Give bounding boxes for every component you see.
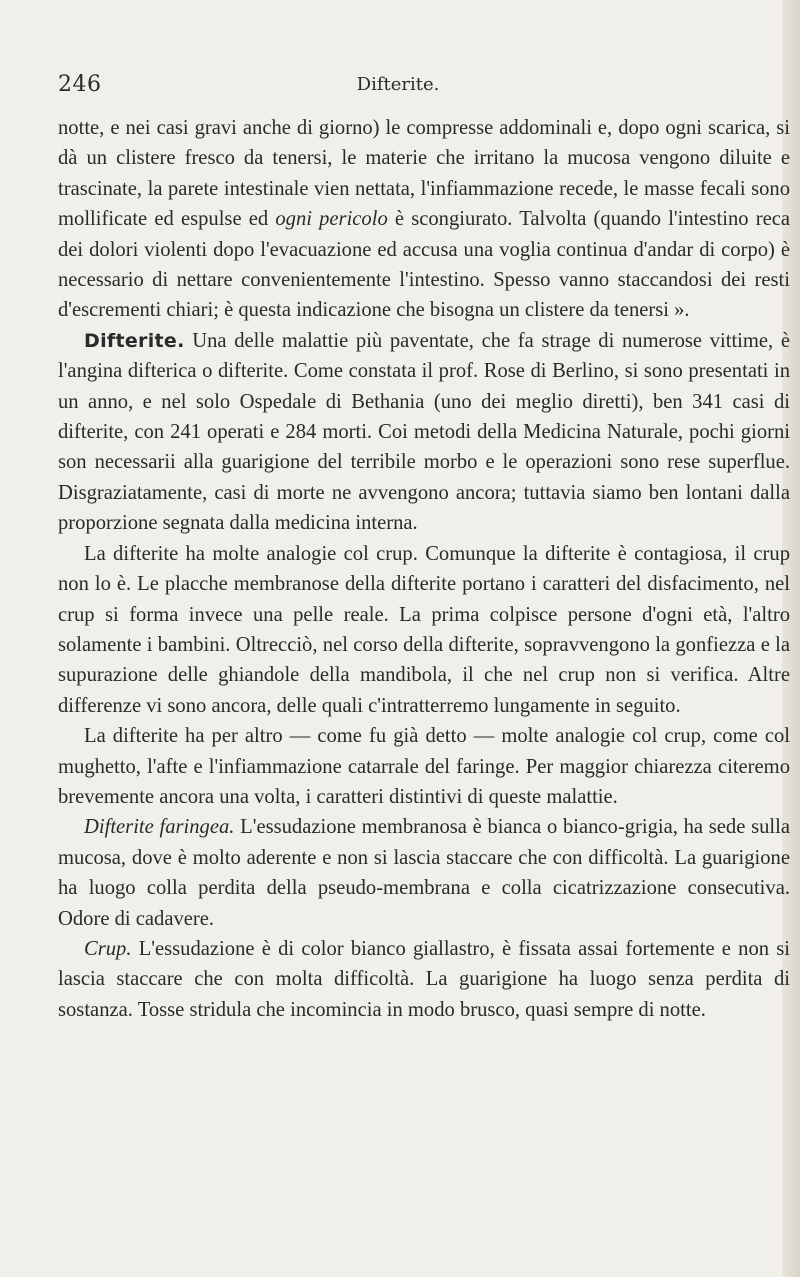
page-header [0, 72, 800, 102]
page-number: 246 [58, 72, 102, 97]
section-heading: Difterite. [84, 329, 185, 352]
running-title: Difterite. [356, 74, 440, 95]
text-run: L'essudazione è di color bianco giallastro, è fissata assai fortemente e non si lascia staccare che con molta difficoltà. La guarigione ha luogo senza perdita di sostanza. Tosse stridula che incomincia in modo brusco, quasi sempre di notte. [58, 937, 790, 1021]
italic-phrase: ogni pericolo [275, 208, 388, 231]
text-run: La difterite ha molte analogie col crup. Comunque la difterite è contagiosa, il crup non lo è. Le placche membranose della difterite portano i caratteri del disfacimento, nel crup si forma invece una pelle reale. La prima colpisce persone d'ogni età, l'altro solamente i bambini. Oltrecciò, nel corso della difterite, sopravvengono la gonfiezza e la supurazione delle ghiandole della mandibola, il che nel crup non si verifica. Altre differenze vi sono ancora, delle quali c'intratterremo lungamente in seguito. [58, 542, 790, 717]
paragraph-crup [58, 934, 790, 1025]
body-text [58, 113, 790, 1025]
paragraph-crup-analogies [58, 539, 790, 721]
paragraph-continuation [58, 113, 790, 326]
text-run: L'essudazione membranosa è bianca o bianco-grigia, ha sede sulla mucosa, dove è molto aderente e non si lascia staccare che con difficoltà. La guarigione ha luogo colla perdita della pseudo-membrana e colla cicatrizzazione consecutiva. Odore di cadavere. [58, 816, 790, 930]
text-run: notte, e nei casi gravi anche di giorno) le compresse addominali e, dopo ogni scarica, si dà un clistere fresco da tenersi, le materie che irritano la mucosa vengono diluite e trascinate, la parete intestinale vien nettata, l'infiammazione recede, le masse fecali sono mollificate ed espulse ed [58, 117, 790, 231]
paragraph-difterite [58, 326, 790, 539]
text-run: è scongiurato. Talvolta (quando l'intestino reca dei dolori violenti dopo l'evacuazione ed accusa una voglia continua d'andar di corpo) è necessario di nettare convenientemente l'intestino. Spesso vanno staccandosi dei resti d'escrementi chiari; è questa indicazione che bisogna un clistere da tenersi ». [58, 208, 791, 322]
paragraph-other-analogies [58, 721, 790, 812]
text-run: Una delle malattie più paventate, che fa strage di numerose vittime, è l'angina difterica o difterite. Come constata il prof. Rose di Berlino, si sono presentati in un anno, e nel solo Ospedale di Bethania (uno dei meglio diretti), ben 341 casi di difterite, con 241 operati e 284 morti. Coi metodi della Medicina Naturale, pochi giorni son necessarii alla guarigione del terribile morbo e le operazioni sono rese superflue. Disgraziatamente, casi di morte ne avvengono ancora; tuttavia siamo ben lontani dalla proporzione segnata dalla medicina interna. [58, 329, 790, 535]
subheading: Difterite faringea. [84, 816, 235, 839]
paragraph-difterite-faringea [58, 812, 790, 934]
subheading: Crup. [84, 937, 132, 960]
text-run: La difterite ha per altro — come fu già detto — molte analogie col crup, come col mughetto, l'afte e l'infiammazione catarrale del faringe. Per maggior chiarezza citeremo brevemente ancora una volta, i caratteri distintivi di queste malattie. [58, 725, 790, 808]
